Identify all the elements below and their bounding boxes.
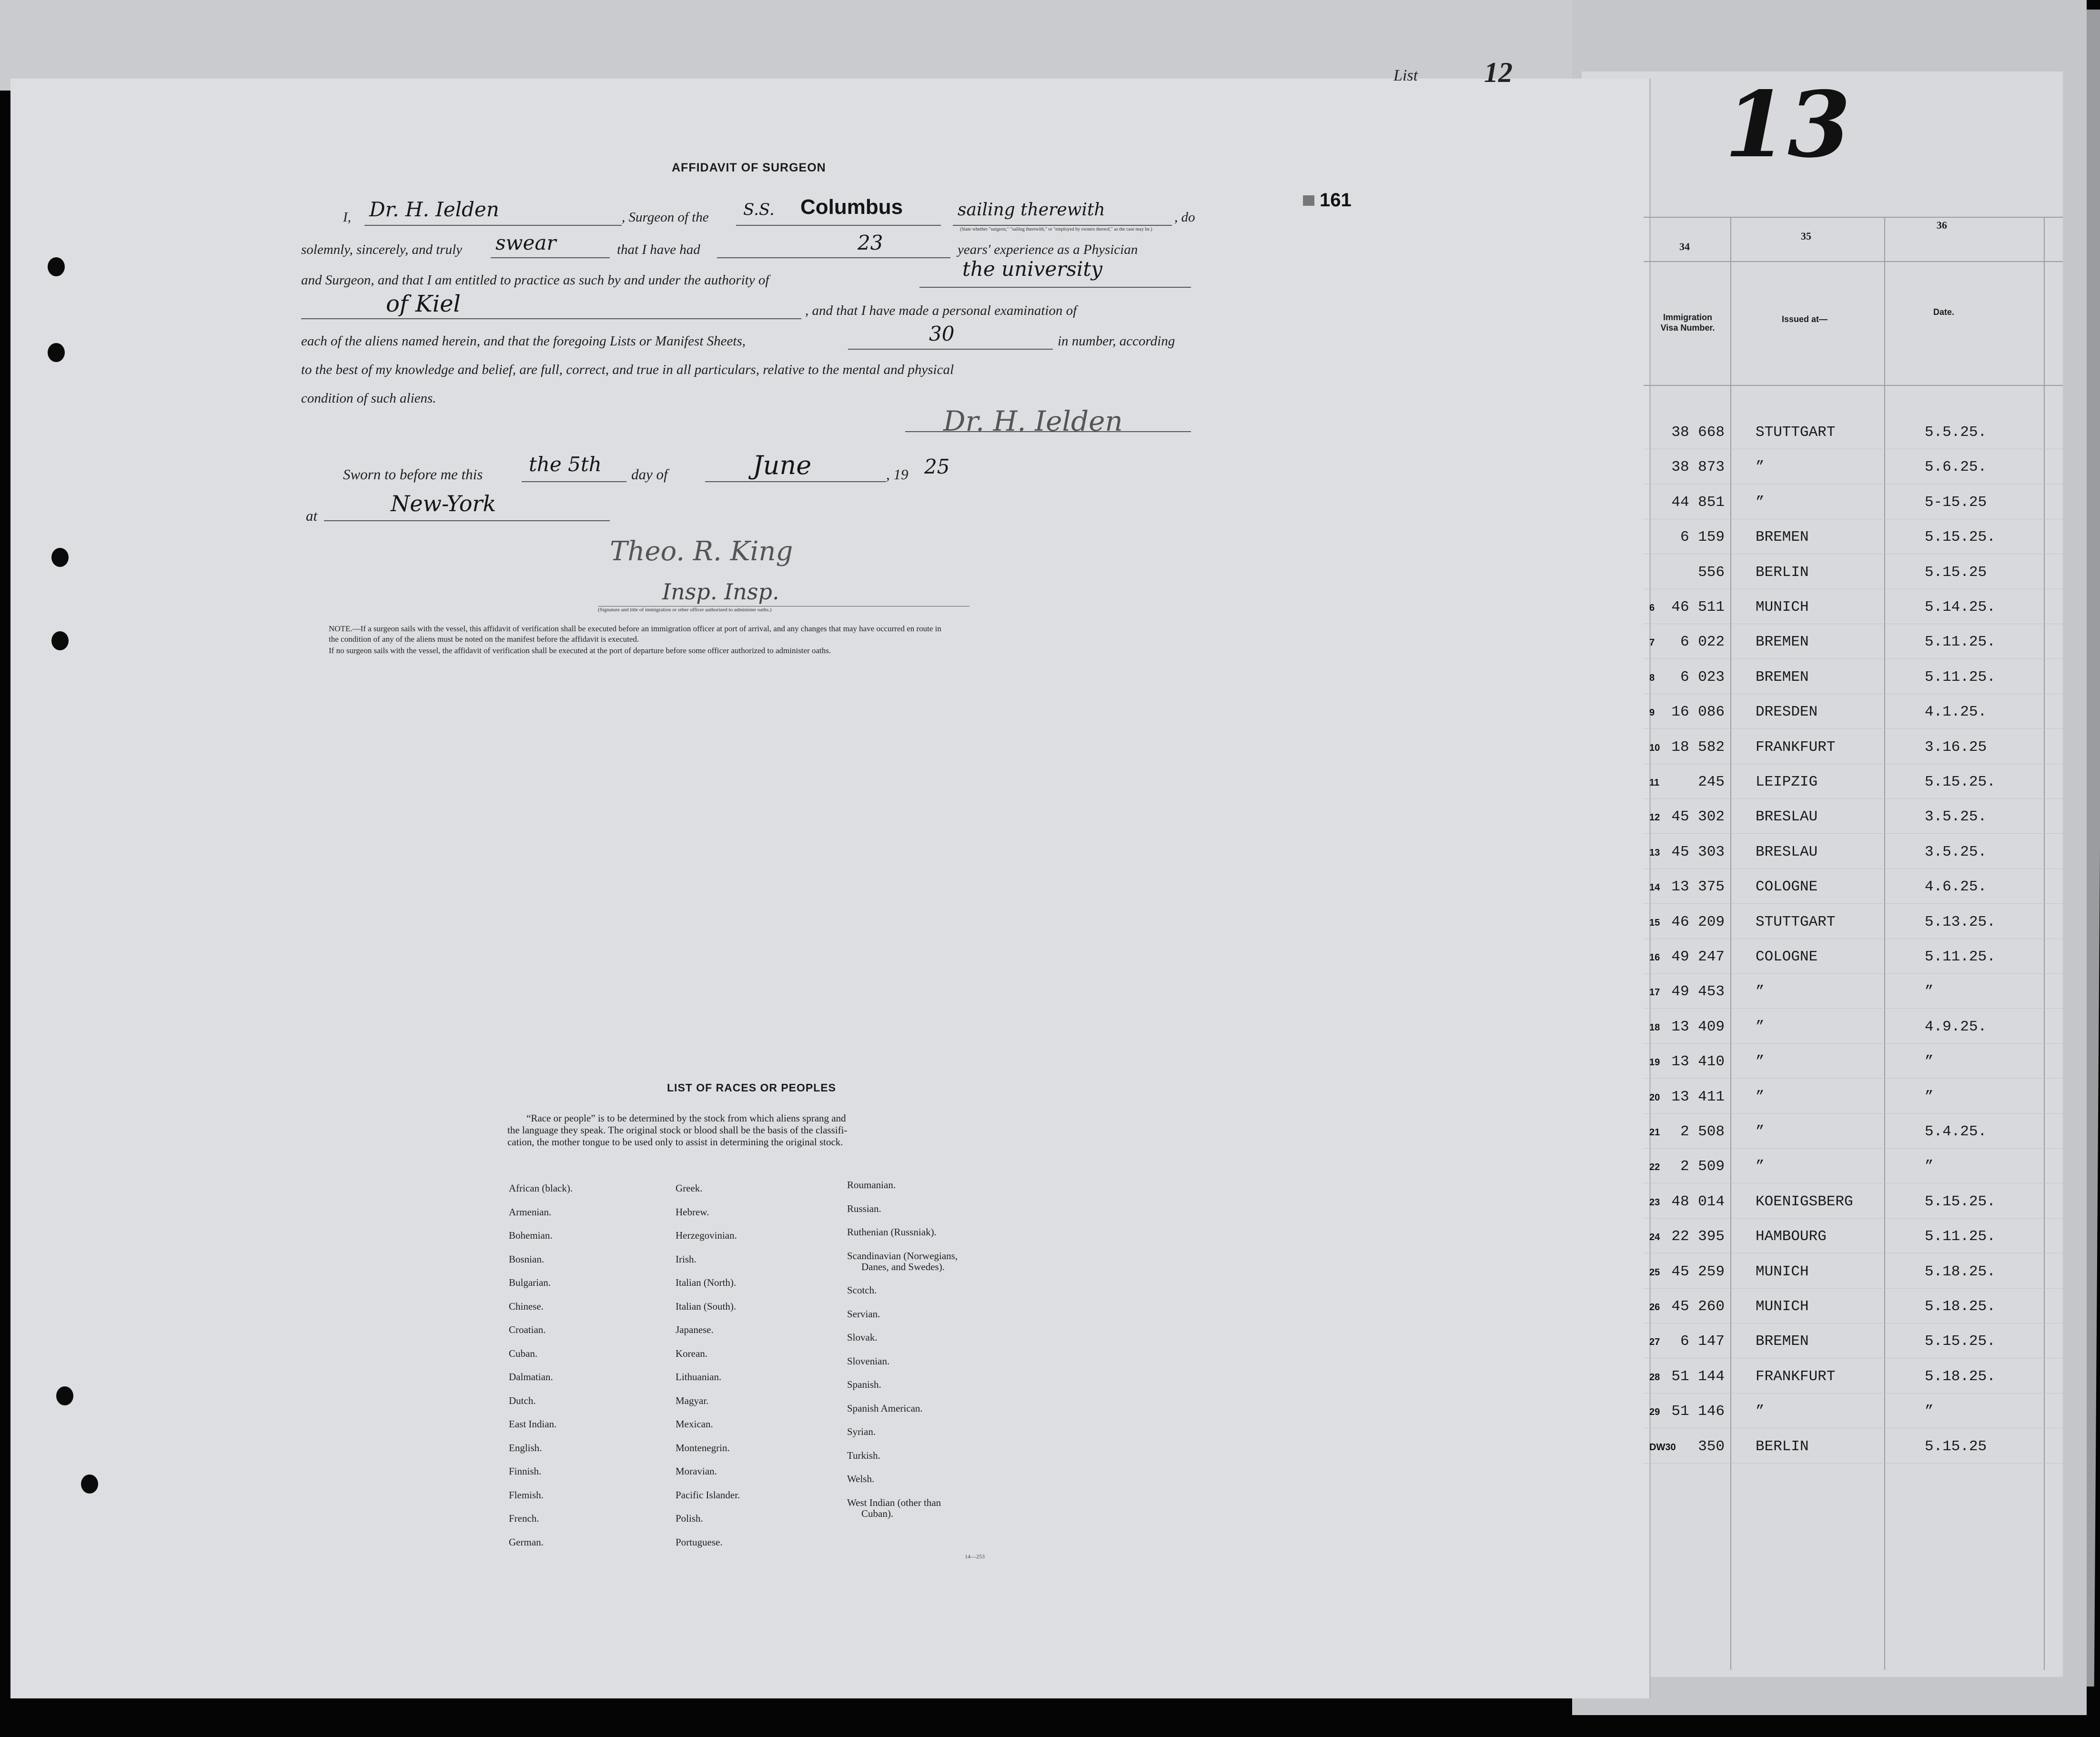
visa-number: 18 582 <box>1671 738 1725 756</box>
race-item: French. <box>509 1513 539 1524</box>
race-item: Slovak. <box>847 1332 878 1343</box>
visa-number: 45 303 <box>1671 843 1725 860</box>
row-number: 11 <box>1649 778 1660 788</box>
race-item: Pacific Islander. <box>676 1489 740 1501</box>
underline <box>919 287 1191 288</box>
issued-at: MUNICH <box>1756 1263 1809 1280</box>
table-col-divider <box>1884 217 1885 1670</box>
issued-at: BERLIN <box>1756 1438 1809 1455</box>
row-rule <box>1644 973 2063 974</box>
sheet-number: 13 <box>1725 71 1851 178</box>
race-item: Magyar. <box>676 1394 709 1406</box>
visa-date: ” <box>1925 983 1934 1000</box>
issued-at: BERLIN <box>1756 564 1809 581</box>
race-item: Bohemian. <box>509 1230 553 1241</box>
row-rule <box>1644 1113 2063 1114</box>
race-item: Korean. <box>676 1347 708 1359</box>
punch-hole <box>48 343 65 362</box>
issued-at: HAMBOURG <box>1756 1228 1827 1245</box>
issued-at: ” <box>1756 1018 1765 1035</box>
race-item: Slovenian. <box>847 1355 890 1367</box>
row-number: 25 <box>1649 1267 1660 1278</box>
visa-number: 13 410 <box>1671 1053 1725 1070</box>
note-line2: the condition of any of the aliens must be noted on the manifest before the affidavit is executed. <box>329 635 639 644</box>
race-item: Herzegovinian. <box>676 1230 737 1241</box>
race-item: Irish. <box>676 1253 697 1265</box>
page-stamp <box>1303 195 1314 206</box>
visa-number: 49 453 <box>1671 983 1725 1000</box>
race-item: Cuban. <box>509 1347 538 1359</box>
race-item: Armenian. <box>509 1206 552 1218</box>
issued-at: BRESLAU <box>1756 843 1818 860</box>
race-item: Roumanian. <box>847 1179 896 1191</box>
race-item: Moravian. <box>676 1465 717 1477</box>
at-prefix: at <box>306 507 318 524</box>
row-rule <box>1644 1463 2063 1464</box>
underline <box>301 318 801 319</box>
visa-date: 5.15.25. <box>1925 774 1996 790</box>
row-number: 24 <box>1649 1232 1660 1243</box>
race-item: Welsh. <box>847 1473 875 1485</box>
oath-word: swear <box>495 231 556 254</box>
visa-number: 2 508 <box>1680 1123 1725 1140</box>
race-item: Montenegrin. <box>676 1442 730 1454</box>
race-item: Dutch. <box>509 1394 536 1406</box>
issued-at: LEIPZIG <box>1756 774 1818 790</box>
races-intro-line: “Race or people” is to be determined by the stock from which aliens sprang and <box>526 1112 846 1124</box>
race-item: English. <box>509 1442 542 1454</box>
punch-hole <box>56 1386 73 1405</box>
visa-number: 13 375 <box>1671 879 1725 896</box>
underline <box>364 225 622 226</box>
visa-date: 3.5.25. <box>1925 843 1987 860</box>
visa-date: 5.4.25. <box>1925 1123 1987 1140</box>
row-number: 8 <box>1649 672 1655 683</box>
issued-at: BREMEN <box>1756 634 1809 651</box>
sworn-year: 25 <box>924 455 950 478</box>
race-item: Greek. <box>676 1182 703 1194</box>
visa-number: 46 209 <box>1671 913 1725 930</box>
visa-number: 45 260 <box>1671 1298 1725 1315</box>
list-number: 12 <box>1484 57 1513 88</box>
visa-date: 5-15.25 <box>1925 494 1987 511</box>
punch-hole <box>51 548 69 567</box>
affidavit-line6: to the best of my knowledge and belief, are full, correct, and true in all particulars, relative to the mental and physical <box>301 362 954 377</box>
race-item: Danes, and Swedes). <box>861 1261 945 1272</box>
sailing-status: sailing therewith <box>958 200 1105 220</box>
underline <box>705 481 886 482</box>
visa-date: 4.1.25. <box>1925 704 1987 721</box>
race-item: African (black). <box>509 1182 573 1194</box>
row-rule <box>1644 1008 2063 1009</box>
visa-number: 6 147 <box>1680 1333 1725 1350</box>
sworn-text-a: Sworn to before me this <box>343 466 483 483</box>
header-visa-number: Immigration Visa Number. <box>1660 313 1715 333</box>
affidavit-line2-a: solemnly, sincerely, and truly <box>301 242 463 257</box>
race-item: Spanish. <box>847 1379 881 1390</box>
visa-date: 5.15.25 <box>1925 1438 1987 1455</box>
visa-date: 5.18.25. <box>1925 1263 1996 1280</box>
visa-date: 5.15.25. <box>1925 1333 1996 1350</box>
row-rule <box>1644 1078 2063 1079</box>
issued-at: ” <box>1756 1403 1765 1420</box>
visa-number: 556 <box>1698 564 1725 581</box>
table-header-rule <box>1644 385 2063 386</box>
races-intro-line: the language they speak. The original stock or blood shall be the basis of the classifi- <box>507 1124 848 1136</box>
row-number: 29 <box>1649 1407 1660 1418</box>
affidavit-line1-prefix: I, <box>343 210 351 225</box>
races-title: LIST OF RACES OR PEOPLES <box>667 1081 836 1094</box>
visa-number: 44 851 <box>1671 494 1725 511</box>
underline <box>848 349 1053 350</box>
row-rule <box>1644 868 2063 869</box>
header-date: Date. <box>1933 307 1955 317</box>
note-line3: If no surgeon sails with the vessel, the affidavit of verification shall be executed at the port of departure before some officer authorized to administer oaths. <box>329 646 831 655</box>
visa-date: 5.18.25. <box>1925 1368 1996 1385</box>
issued-at: ” <box>1756 983 1765 1000</box>
race-item: Lithuanian. <box>676 1371 722 1383</box>
race-item: Mexican. <box>676 1418 713 1430</box>
visa-date: 5.15.25. <box>1925 1193 1996 1210</box>
note-line1 <box>329 624 941 634</box>
ship-prefix: S.S. <box>743 200 775 219</box>
race-item: Finnish. <box>509 1465 542 1477</box>
visa-date: 5.11.25. <box>1925 668 1996 686</box>
visa-number: 38 873 <box>1671 459 1725 476</box>
affidavit-line5-a: each of the aliens named herein, and that the foregoing Lists or Manifest Sheets, <box>301 333 746 349</box>
visa-number: 350 <box>1698 1438 1725 1455</box>
affidavit-line1-do: , do <box>1174 210 1195 225</box>
row-number: 21 <box>1649 1127 1660 1138</box>
race-item: Japanese. <box>676 1324 714 1335</box>
visa-number: 16 086 <box>1671 704 1725 721</box>
row-number: 18 <box>1649 1022 1660 1033</box>
row-number: 27 <box>1649 1337 1660 1348</box>
sailing-note: (State whether "surgeon," "sailing therewith," or "employed by owners thereof," as the case may be.) <box>960 227 1152 232</box>
visa-date: 5.5.25. <box>1925 424 1987 441</box>
affidavit-line5-b: in number, according <box>1058 333 1175 349</box>
underline <box>953 225 1172 226</box>
race-item: Syrian. <box>847 1426 876 1437</box>
authority-continued: of Kiel <box>386 291 461 317</box>
visa-number: 45 259 <box>1671 1263 1725 1280</box>
issued-at: BREMEN <box>1756 1333 1809 1350</box>
row-number: 28 <box>1649 1372 1660 1383</box>
visa-date: 5.11.25. <box>1925 1228 1996 1245</box>
race-item: West Indian (other than <box>847 1496 941 1508</box>
race-item: Bosnian. <box>509 1253 545 1265</box>
race-item: Dalmatian. <box>509 1371 553 1383</box>
row-rule <box>1644 1218 2063 1219</box>
affidavit-title: AFFIDAVIT OF SURGEON <box>672 161 826 174</box>
visa-date: 4.6.25. <box>1925 879 1987 896</box>
race-item: Chinese. <box>509 1300 544 1312</box>
underline <box>491 257 610 258</box>
race-item: Bulgarian. <box>509 1277 551 1288</box>
table-colnum-rule <box>1644 261 2063 262</box>
race-item: Italian (South). <box>676 1300 737 1312</box>
visa-date: 5.15.25 <box>1925 564 1987 581</box>
signature-line <box>905 431 1191 432</box>
officer-caption: (Signature and title of immigration or other officer authorized to administer oaths.) <box>598 607 772 613</box>
officer-title: Insp. Insp. <box>662 579 779 605</box>
sheet-count: 30 <box>929 322 955 345</box>
table-top-rule <box>1644 217 2063 218</box>
row-rule <box>1644 658 2063 659</box>
visa-number: 13 409 <box>1671 1018 1725 1035</box>
page-number: 161 <box>1320 190 1352 211</box>
note-label: NOTE. <box>329 624 353 633</box>
sworn-month: June <box>753 450 812 480</box>
row-number: 19 <box>1649 1057 1660 1068</box>
race-item: East Indian. <box>509 1418 557 1430</box>
row-number: 15 <box>1649 917 1660 928</box>
issued-at: BREMEN <box>1756 529 1809 546</box>
form-code: 14—253 <box>965 1553 985 1560</box>
issued-at: ” <box>1756 1158 1765 1175</box>
issued-at: BRESLAU <box>1756 808 1818 826</box>
races-intro-line: cation, the mother tongue to be used only to assist in determining the original stock. <box>507 1136 843 1148</box>
race-item: Spanish American. <box>847 1402 923 1414</box>
race-item: Croatian. <box>509 1324 546 1335</box>
issued-at: BREMEN <box>1756 668 1809 686</box>
note-text-1: —If a surgeon sails with the vessel, this affidavit of verification shall be executed before an immigration officer at port of arrival, and any changes that may have occurred en route in <box>352 624 941 633</box>
row-number: DW30 <box>1649 1442 1676 1453</box>
row-number: 16 <box>1649 952 1660 963</box>
underline <box>717 257 950 258</box>
row-number: 10 <box>1649 742 1660 753</box>
authority: the university <box>962 257 1102 281</box>
visa-number: 2 509 <box>1680 1158 1725 1175</box>
affidavit-line7: condition of such aliens. <box>301 391 436 406</box>
years-experience: 23 <box>858 231 883 254</box>
race-item: Flemish. <box>509 1489 544 1501</box>
row-number: 20 <box>1649 1092 1660 1103</box>
visa-number: 38 668 <box>1671 424 1725 441</box>
row-number: 13 <box>1649 847 1660 858</box>
row-rule <box>1644 1043 2063 1044</box>
issued-at: ” <box>1756 1088 1765 1105</box>
race-item: Russian. <box>847 1202 881 1214</box>
race-item: Portuguese. <box>676 1536 723 1548</box>
manifest-right-sheet <box>1582 71 2063 1677</box>
issued-at: ” <box>1756 459 1765 476</box>
ship-name: Columbus <box>800 195 903 219</box>
officer-signature: Theo. R. King <box>610 536 793 567</box>
table-col-divider <box>1730 217 1731 1670</box>
races-intro <box>507 1112 847 1148</box>
visa-date: 5.6.25. <box>1925 459 1987 476</box>
issued-at: ” <box>1756 1053 1765 1070</box>
issued-at: FRANKFURT <box>1756 738 1836 756</box>
row-number: 17 <box>1649 987 1660 998</box>
visa-date: ” <box>1925 1403 1934 1420</box>
underline <box>522 481 626 482</box>
surgeon-signature: Dr. H. Ielden <box>943 405 1123 437</box>
row-number: 9 <box>1649 707 1655 718</box>
affidavit-line1-surgeon-of: , Surgeon of the <box>622 210 709 225</box>
header-issued-at: Issued at— <box>1782 314 1828 324</box>
row-number: 26 <box>1649 1302 1660 1313</box>
visa-date: 5.13.25. <box>1925 913 1996 930</box>
visa-number: 46 511 <box>1671 599 1725 616</box>
visa-number: 245 <box>1698 774 1725 790</box>
visa-number: 51 146 <box>1671 1403 1725 1420</box>
visa-number: 49 247 <box>1671 949 1725 965</box>
punch-hole <box>48 257 65 276</box>
issued-at: MUNICH <box>1756 599 1809 616</box>
visa-date: 3.16.25 <box>1925 738 1987 756</box>
punch-hole <box>81 1474 98 1494</box>
row-number: 23 <box>1649 1197 1660 1208</box>
affidavit-line3-a: and Surgeon, and that I am entitled to practice as such by and under the authority of <box>301 273 769 288</box>
row-rule <box>1644 1148 2063 1149</box>
list-label: List <box>1393 67 1418 84</box>
visa-date: 5.15.25. <box>1925 529 1996 546</box>
race-item: Turkish. <box>847 1449 880 1461</box>
visa-number: 45 302 <box>1671 808 1725 826</box>
row-rule <box>1644 728 2063 729</box>
race-item: German. <box>509 1536 544 1548</box>
issued-at: STUTTGART <box>1756 913 1836 930</box>
row-rule <box>1644 833 2063 834</box>
issued-at: COLOGNE <box>1756 949 1818 965</box>
sworn-day: the 5th <box>529 453 602 476</box>
colnum-36: 36 <box>1937 219 1947 231</box>
visa-date: 5.18.25. <box>1925 1298 1996 1315</box>
affidavit-sheet <box>10 79 1651 1698</box>
sworn-text-b: day of <box>631 466 668 483</box>
row-rule <box>1644 1288 2063 1289</box>
issued-at: DRESDEN <box>1756 704 1818 721</box>
affidavit-line2-c: years' experience as a Physician <box>958 242 1138 257</box>
issued-at: STUTTGART <box>1756 424 1836 441</box>
punch-hole <box>51 631 69 650</box>
row-number: 6 <box>1649 603 1655 613</box>
issued-at: COLOGNE <box>1756 879 1818 896</box>
affidavit-line4-a: , and that I have made a personal examination of <box>805 303 1077 318</box>
underline <box>324 520 610 521</box>
visa-date: 5.14.25. <box>1925 599 1996 616</box>
race-item: Ruthenian (Russniak). <box>847 1226 937 1238</box>
visa-number: 13 411 <box>1671 1088 1725 1105</box>
visa-number: 6 159 <box>1680 529 1725 546</box>
colnum-35: 35 <box>1801 230 1811 242</box>
race-item: Italian (North). <box>676 1277 737 1288</box>
visa-date: 5.11.25. <box>1925 634 1996 651</box>
visa-date: ” <box>1925 1053 1934 1070</box>
affidavit-line2-b: that I have had <box>617 242 700 257</box>
visa-number: 6 023 <box>1680 668 1725 686</box>
sworn-place: New-York <box>391 491 496 516</box>
row-rule <box>1644 1393 2063 1394</box>
visa-date: ” <box>1925 1158 1934 1175</box>
visa-date: 5.11.25. <box>1925 949 1996 965</box>
issued-at: KOENIGSBERG <box>1756 1193 1853 1210</box>
issued-at: ” <box>1756 494 1765 511</box>
row-number: 22 <box>1649 1162 1660 1173</box>
race-item: Scotch. <box>847 1284 877 1296</box>
visa-number: 6 022 <box>1680 634 1725 651</box>
visa-date: 3.5.25. <box>1925 808 1987 826</box>
row-rule <box>1644 798 2063 799</box>
sworn-year-prefix: , 19 <box>886 466 909 483</box>
row-number: 12 <box>1649 812 1660 823</box>
visa-date: ” <box>1925 1088 1934 1105</box>
issued-at: ” <box>1756 1123 1765 1140</box>
surgeon-name: Dr. H. Ielden <box>369 198 499 221</box>
race-item: Hebrew. <box>676 1206 709 1218</box>
visa-number: 22 395 <box>1671 1228 1725 1245</box>
race-item: Polish. <box>676 1513 703 1524</box>
underline <box>736 225 941 226</box>
table-col-divider <box>2044 217 2045 1670</box>
race-item: Servian. <box>847 1308 880 1320</box>
issued-at: MUNICH <box>1756 1298 1809 1315</box>
visa-number: 51 144 <box>1671 1368 1725 1385</box>
race-item: Cuban). <box>861 1507 894 1519</box>
row-number: 7 <box>1649 637 1655 648</box>
visa-date: 4.9.25. <box>1925 1018 1987 1035</box>
issued-at: FRANKFURT <box>1756 1368 1836 1385</box>
row-rule <box>1644 903 2063 904</box>
colnum-34: 34 <box>1679 241 1690 252</box>
row-number: 14 <box>1649 882 1660 893</box>
visa-number: 48 014 <box>1671 1193 1725 1210</box>
race-item: Scandinavian (Norwegians, <box>847 1250 958 1262</box>
